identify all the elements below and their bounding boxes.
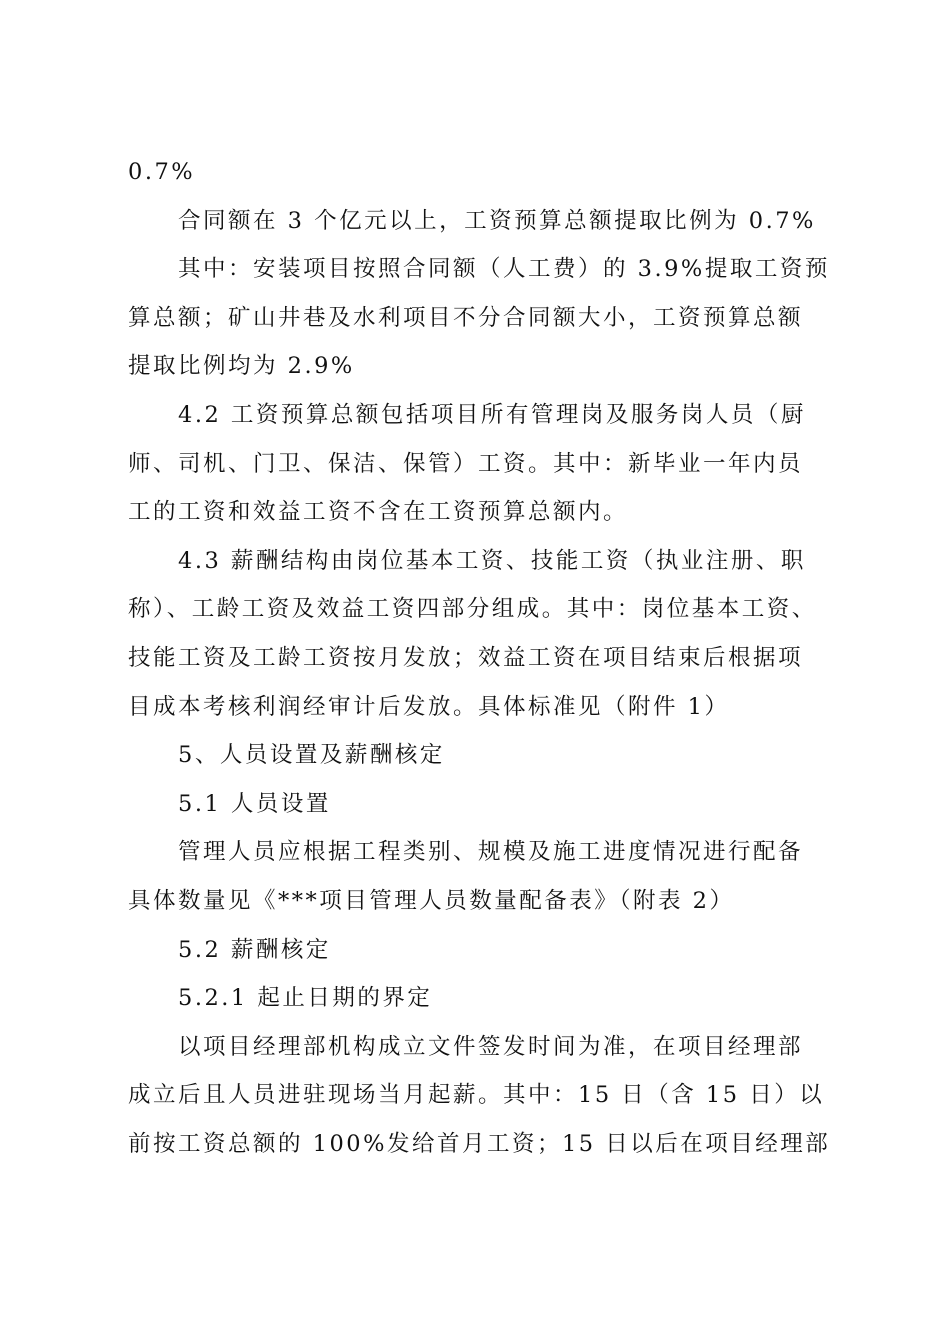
section-4-2-line: 4.2 工资预算总额包括项目所有管理岗及服务岗人员（厨 bbox=[178, 401, 806, 428]
text-line: 前按工资总额的 100%发给首月工资；15 日以后在项目经理部 bbox=[128, 1130, 831, 1157]
text-line: 技能工资及工龄工资按月发放；效益工资在项目结束后根据项 bbox=[128, 644, 804, 671]
text-line-installation-project: 其中：安装项目按照合同额（人工费）的 3.9%提取工资预 bbox=[178, 256, 830, 283]
text-line-continuation: 0.7% bbox=[128, 159, 196, 185]
section-5-2-1-heading: 5.2.1 起止日期的界定 bbox=[178, 985, 433, 1012]
section-5-heading: 5、人员设置及薪酬核定 bbox=[178, 742, 445, 769]
start-date-paragraph-line: 以项目经理部机构成立文件签发时间为准，在项目经理部 bbox=[178, 1033, 804, 1060]
text-line: 具体数量见《***项目管理人员数量配备表》（附表 2） bbox=[128, 887, 735, 914]
text-line: 师、司机、门卫、保洁、保管）工资。其中：新毕业一年内员 bbox=[128, 450, 804, 477]
section-5-1-heading: 5.1 人员设置 bbox=[178, 790, 331, 817]
text-line: 工的工资和效益工资不含在工资预算总额内。 bbox=[128, 499, 629, 526]
text-line: 成立后且人员进驻现场当月起薪。其中：15 日（含 15 日）以 bbox=[128, 1082, 825, 1109]
text-line: 算总额；矿山井巷及水利项目不分合同额大小，工资预算总额 bbox=[128, 304, 804, 331]
text-line: 目成本考核利润经审计后发放。具体标准见（附件 1） bbox=[128, 693, 730, 720]
text-line: 提取比例均为 2.9% bbox=[128, 353, 355, 380]
document-body bbox=[128, 148, 831, 1168]
section-4-3-line: 4.3 薪酬结构由岗位基本工资、技能工资（执业注册、职 bbox=[178, 547, 806, 574]
section-5-2-heading: 5.2 薪酬核定 bbox=[178, 936, 331, 963]
staffing-paragraph-line: 管理人员应根据工程类别、规模及施工进度情况进行配备 bbox=[178, 839, 804, 866]
text-line-contract-3-yi: 合同额在 3 个亿元以上，工资预算总额提取比例为 0.7% bbox=[178, 207, 816, 234]
text-line: 称）、工龄工资及效益工资四部分组成。其中：岗位基本工资、 bbox=[128, 596, 817, 623]
